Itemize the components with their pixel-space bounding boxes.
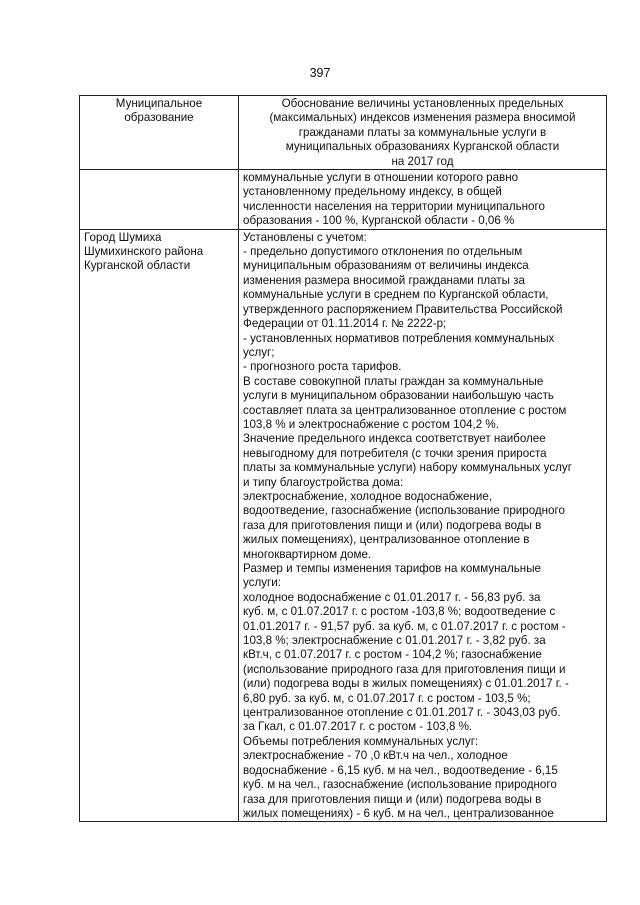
text-line: установленному предельному индексу, в общей	[243, 185, 502, 199]
text-line: коммунальные услуги в среднем по Курганской области,	[243, 288, 549, 302]
text-line: на 2017 год	[391, 154, 454, 168]
page-number: 397	[309, 66, 331, 80]
header-municipality-cell	[80, 96, 239, 170]
continuation-text	[243, 171, 602, 229]
text-line: - предельно допустимого отклонения по отдельным	[243, 245, 523, 259]
text-line: за Гкал, с 01.07.2017 г. с ростом - 103,8 %.	[243, 720, 473, 734]
text-line: - установленных нормативов потребления коммунальных	[243, 331, 555, 345]
text-line: образования - 100 %, Курганской области - 0,06 %	[243, 214, 515, 228]
text-line: образование	[124, 111, 194, 125]
text-line: платы за коммунальные услуги) набору коммунальных услуг	[243, 461, 572, 475]
text-line: (использование природного газа для приготовления пищи и	[243, 662, 566, 676]
text-line: водоснабжение - 6,15 куб. м на чел., водоотведение - 6,15	[243, 763, 558, 777]
text-line: Шумихинского района	[84, 245, 204, 259]
text-line: численности населения на территории муниципального	[243, 199, 545, 213]
text-line: Размер и темпы изменения тарифов на коммунальные	[243, 562, 541, 575]
text-line: кВт.ч, с 01.07.2017 г. с ростом - 104,2 %; газоснабжение	[243, 648, 542, 662]
text-line: утвержденного распоряжением Правительства Российской	[243, 302, 563, 316]
text-line: Курганской области	[84, 259, 191, 273]
text-line: коммунальные услуги в отношении которого равно	[243, 171, 519, 185]
text-line: Муниципальное	[115, 97, 203, 110]
text-line: В составе совокупной платы граждан за коммунальные	[243, 374, 544, 388]
text-line: Значение предельного индекса соответствует наиболее	[243, 432, 546, 446]
continuation-text-cell	[239, 170, 607, 230]
header-justification-cell	[239, 96, 607, 170]
continuation-row	[80, 170, 607, 230]
text-line: (максимальных) индексов изменения размера вносимой	[269, 111, 576, 125]
text-line: Федерации от 01.11.2014 г. № 2222-р;	[243, 317, 447, 331]
text-line: и типу благоустройства дома:	[243, 475, 404, 489]
header-municipality-text	[84, 97, 234, 126]
tariff-justification-table	[79, 95, 607, 822]
text-line: - прогнозного роста тарифов.	[243, 360, 402, 374]
text-line: жилых помещениях), централизованное отопление в	[243, 533, 530, 547]
table-header-row	[80, 96, 607, 170]
text-line: 103,8 %; электроснабжение с 01.01.2017 г. - 3,82 руб. за	[243, 634, 546, 648]
text-line: 01.01.2017 г. - 91,57 руб. за куб. м, с 01.07.2017 г. с ростом -	[243, 619, 566, 633]
text-line: услуг;	[243, 345, 275, 359]
text-line: электроснабжение - 70 ,0 кВт.ч на чел., холодное	[243, 749, 508, 763]
text-line: многоквартирном доме.	[243, 547, 372, 561]
text-line: муниципальных образованиях Курганской области	[285, 140, 560, 154]
text-line: (или) подогрева воды в жилых помещениях) с 01.01.2017 г. -	[243, 677, 569, 691]
text-line: Город Шумиха	[84, 230, 162, 244]
text-line: газа для приготовления пищи и (или) подогрева воды в	[243, 792, 542, 806]
text-line: 6,80 руб. за куб. м, с 01.07.2017 г. с ростом - 103,5 %;	[243, 691, 531, 705]
text-line: централизованное отопление с 01.01.2017 г. - 3043,03 руб.	[243, 706, 561, 720]
text-line: Обоснование величины установленных предельных	[281, 97, 564, 110]
header-justification-text	[243, 97, 602, 169]
text-line: куб. м, с 01.07.2017 г. с ростом -103,8 %; водоотведение с	[243, 605, 556, 619]
shumikha-municipality-name	[84, 231, 234, 274]
text-line: услуги в муниципальном образовании наибольшую часть	[243, 389, 554, 403]
text-line: изменения размера вносимой гражданами платы за	[243, 273, 525, 287]
continuation-municipality-cell	[80, 170, 239, 230]
text-line: невыгодному для потребителя (с точки зрения прироста	[243, 446, 547, 460]
text-line: гражданами платы за коммунальные услуги в	[298, 125, 547, 139]
text-line: 103,8 % и электроснабжение с ростом 104,2 %.	[243, 417, 499, 431]
text-line: муниципальным образованиям от величины индекса	[243, 259, 529, 273]
shumikha-row	[80, 229, 607, 822]
text-line: жилых помещениях) - 6 куб. м на чел., централизованное	[243, 806, 554, 820]
text-line: Установлены с учетом:	[243, 230, 367, 244]
shumikha-justification-cell	[239, 229, 607, 822]
text-line: Объемы потребления коммунальных услуг:	[243, 734, 479, 748]
text-line: услуги:	[243, 576, 281, 590]
text-line: газа для приготовления пищи и (или) подогрева воды в	[243, 518, 542, 532]
text-line: составляет плата за централизованное отопление с ростом	[243, 403, 567, 417]
shumikha-municipality-cell	[80, 229, 239, 822]
text-line: электроснабжение, холодное водоснабжение,	[243, 489, 492, 503]
text-line: холодное водоснабжение с 01.01.2017 г. - 56,83 руб. за	[243, 590, 541, 604]
shumikha-justification-text	[243, 231, 602, 822]
text-line: куб. м на чел., газоснабжение (использование природного	[243, 778, 557, 792]
text-line: водоотведение, газоснабжение (использование природного	[243, 504, 565, 518]
